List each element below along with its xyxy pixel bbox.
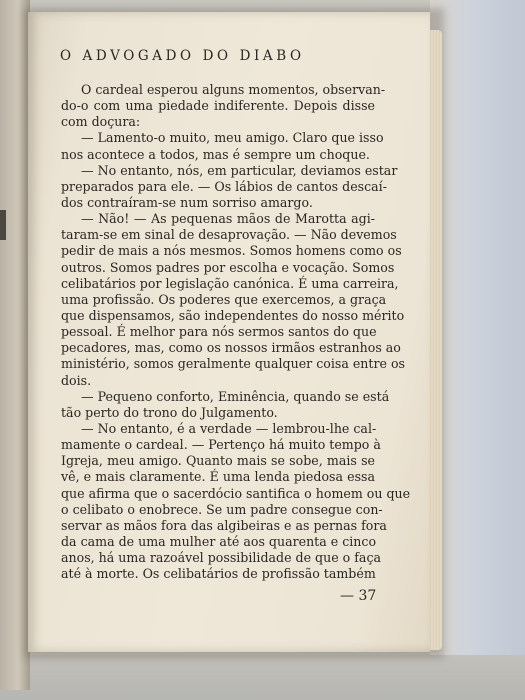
text-line: o celibato o enobrece. Se um padre consegue con- bbox=[61, 501, 383, 517]
text-line: tão perto do trono do Julgamento. bbox=[61, 404, 278, 420]
text-line: taram-se em sinal de desaprovação. — Não devemos bbox=[61, 227, 397, 243]
text-line: — Pequeno conforto, Eminência, quando se está bbox=[81, 388, 390, 404]
text-line: — Não! — As pequenas mãos de Marotta agi- bbox=[81, 211, 375, 227]
text-line: preparados para ele. — Os lábios de cantos descaí- bbox=[61, 178, 387, 194]
text-line: do-o com uma piedade indiferente. Depois disse bbox=[61, 98, 375, 114]
text-line: — No entanto, é a verdade — lembrou-lhe cal- bbox=[81, 420, 377, 436]
text-line: até à morte. Os celibatários de profissão também bbox=[61, 566, 376, 582]
text-line: dos contraíram-se num sorriso amargo. bbox=[61, 194, 313, 210]
text-line: — Lamento-o muito, meu amigo. Claro que isso bbox=[81, 130, 384, 146]
text-line: pedir de mais a nós mesmos. Somos homens como os bbox=[61, 243, 402, 259]
background-right bbox=[430, 0, 525, 700]
text-line: servar as mãos fora das algibeiras e as pernas fora bbox=[61, 517, 387, 533]
text-line: Igreja, meu amigo. Quanto mais se sobe, mais se bbox=[61, 453, 375, 469]
text-line: que afirma que o sacerdócio santifica o homem ou que bbox=[61, 485, 411, 501]
text-line: da cama de uma mulher até aos quarenta e cinco bbox=[61, 533, 377, 549]
background-table bbox=[0, 655, 525, 700]
text-line: com doçura: bbox=[61, 114, 141, 130]
text-line: que dispensamos, são independentes do nosso mérito bbox=[61, 307, 405, 323]
text-line: — No entanto, nós, em particular, deviamos estar bbox=[81, 162, 398, 178]
text-line: O cardeal esperou alguns momentos, observan- bbox=[81, 82, 386, 97]
text-line: vê, e mais claramente. É uma lenda piedosa essa bbox=[61, 469, 375, 485]
text-line: nos acontece a todos, mas é sempre um choque. bbox=[61, 146, 370, 162]
text-line: outros. Somos padres por escolha e vocação. Somos bbox=[61, 259, 395, 275]
text-line: uma profissão. Os poderes que exercemos, a graça bbox=[61, 291, 387, 307]
text-line: pecadores, mas, como os nossos irmãos estranhos ao bbox=[61, 340, 401, 356]
text-line: celibatários por legislação canónica. É uma carreira, bbox=[61, 275, 399, 291]
running-head: O ADVOGADO DO DIABO bbox=[60, 48, 305, 64]
text-line: anos, há uma razoável possibilidade de que o faça bbox=[61, 550, 382, 566]
text-line: ministério, somos geralmente qualquer coisa entre os bbox=[61, 356, 405, 372]
page-number: — 37 bbox=[340, 588, 377, 604]
facing-page-mark bbox=[0, 210, 6, 240]
body-text bbox=[61, 82, 411, 582]
text-line: dois. bbox=[61, 372, 92, 388]
text-line: mamente o cardeal. — Pertenço há muito tempo à bbox=[61, 437, 381, 453]
text-line: pessoal. É melhor para nós sermos santos do que bbox=[61, 324, 377, 340]
